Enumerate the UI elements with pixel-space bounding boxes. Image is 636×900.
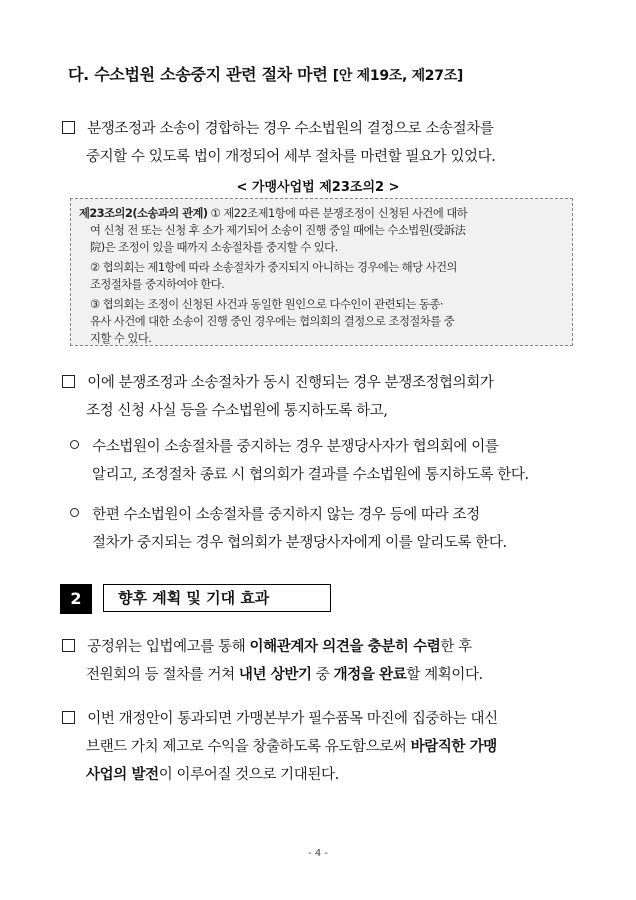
- law-item-1-text-1: ① 제22조제1항에 따른 분쟁조정이 신청된 사건에 대하: [210, 207, 468, 220]
- law-item-3-line-1: ③ 협의회는 조정이 신청된 사건과 동일한 원인으로 다수인이 관련되는 동종·: [90, 298, 443, 311]
- section-number-badge: 2: [60, 584, 92, 614]
- law-article-label: 제23조의2(소송과의 관계): [79, 207, 208, 220]
- square-bullet-icon: [62, 121, 75, 134]
- sub-item-2-line-1: 한편 수소법원이 소송절차를 중지하지 않는 경우 등에 따라 조정: [92, 507, 480, 523]
- circle-bullet-icon: [70, 508, 79, 517]
- paragraph-1-line-2: 중지할 수 있도록 법이 개정되어 세부 절차를 마련할 필요가 있었다.: [86, 149, 496, 165]
- paragraph-3-text-1: 공정위는 입법예고를 통해: [87, 639, 250, 655]
- sub-item-1-line-1: 수소법원이 소송절차를 중지하는 경우 분쟁당사자가 협의회에 이를: [92, 439, 499, 455]
- law-excerpt-title: < 가맹사업법 제23조의2 >: [236, 180, 400, 195]
- paragraph-2-line-2: 조정 신청 사실 등을 수소법원에 통지하도록 하고,: [86, 403, 388, 419]
- law-item-1-line-3: 院)은 조정이 있을 때까지 소송절차를 중지할 수 있다.: [90, 241, 338, 254]
- paragraph-3-text-2: 한 후: [440, 639, 472, 655]
- paragraph-3-text-3: 전원회의 등 절차를 거쳐: [86, 667, 239, 683]
- sub-item-2-line-2-wrap: [92, 528, 507, 558]
- square-bullet-icon: [62, 375, 75, 388]
- sub-item-1-line-2-wrap: [92, 460, 529, 490]
- paragraph-2: [62, 368, 493, 398]
- law-item-2-line-1: ② 협의회는 제1항에 따라 소송절차가 중지되지 아니하는 경우에는 해당 사건의: [90, 261, 457, 274]
- section-heading: [68, 62, 463, 85]
- paragraph-4-emphasis-2: 사업의 발전: [86, 766, 159, 783]
- paragraph-4-line-2: [86, 732, 497, 762]
- paragraph-2-line-2-wrap: [86, 396, 388, 426]
- section-title: 향후 계획 및 기대 효과: [103, 584, 331, 612]
- law-item-1-line-1: [79, 205, 467, 222]
- square-bullet-icon: [62, 711, 75, 724]
- section-heading-ref: [안 제19조, 제27조]: [332, 68, 464, 84]
- law-item-2-line-2: 조정절차를 중지하여야 한다.: [90, 278, 225, 291]
- law-item-1-line-2: 여 신청 전 또는 신청 후 소가 제기되어 소송이 진행 중일 때에는 수소법원(受訴法: [90, 224, 466, 237]
- paragraph-3: [62, 632, 472, 662]
- paragraph-3-text-5: 할 계획이다.: [406, 667, 483, 683]
- circle-bullet-icon: [70, 440, 79, 449]
- law-item-3-line-3: 지할 수 있다.: [90, 332, 152, 345]
- paragraph-4-text-2: 이 이루어질 것으로 기대된다.: [158, 767, 339, 783]
- page-number: - 4 -: [308, 848, 328, 859]
- paragraph-3-emphasis-1: 이해관계자 의견을 충분히 수렴: [249, 638, 441, 655]
- paragraph-4-line-3: [86, 760, 339, 790]
- sub-item-2-line-2: 절차가 중지되는 경우 협의회가 분쟁당사자에게 이를 알리도록 한다.: [92, 535, 507, 551]
- paragraph-1-line-2-wrap: [86, 142, 495, 172]
- paragraph-4-line-1: 이번 개정안이 통과되면 가맹본부가 필수품목 마진에 집중하는 대신: [87, 711, 498, 727]
- paragraph-3-line-2: [86, 660, 483, 690]
- paragraph-2-line-1: 이에 분쟁조정과 소송절차가 동시 진행되는 경우 분쟁조정협의회가: [87, 375, 494, 391]
- paragraph-1-line-1: 분쟁조정과 소송이 경합하는 경우 수소법원의 결정으로 소송절차를: [87, 121, 494, 137]
- paragraph-1: [62, 114, 493, 144]
- law-excerpt-box: [70, 198, 573, 346]
- law-item-3-line-2: 유사 사건에 대한 소송이 진행 중인 경우에는 협의회의 결정으로 조정절차를 중: [90, 315, 455, 328]
- paragraph-3-emphasis-2: 내년 상반기: [238, 666, 312, 683]
- paragraph-4-text-1: 브랜드 가치 제고로 수익을 창출하도록 유도함으로써: [86, 739, 411, 755]
- sub-item-1-line-2: 알리고, 조정절차 종료 시 협의회가 결과를 수소법원에 통지하도록 한다.: [92, 467, 529, 483]
- sub-item-2: [70, 500, 480, 530]
- paragraph-3-text-4: 중: [311, 667, 334, 683]
- paragraph-4: [62, 704, 498, 734]
- sub-item-1: [70, 432, 498, 462]
- paragraph-3-emphasis-3: 개정을 완료: [333, 666, 407, 683]
- section-heading-text: 다. 수소법원 소송중지 관련 절차 마련: [68, 65, 328, 84]
- square-bullet-icon: [62, 639, 75, 652]
- paragraph-4-emphasis-1: 바람직한 가맹: [410, 738, 497, 755]
